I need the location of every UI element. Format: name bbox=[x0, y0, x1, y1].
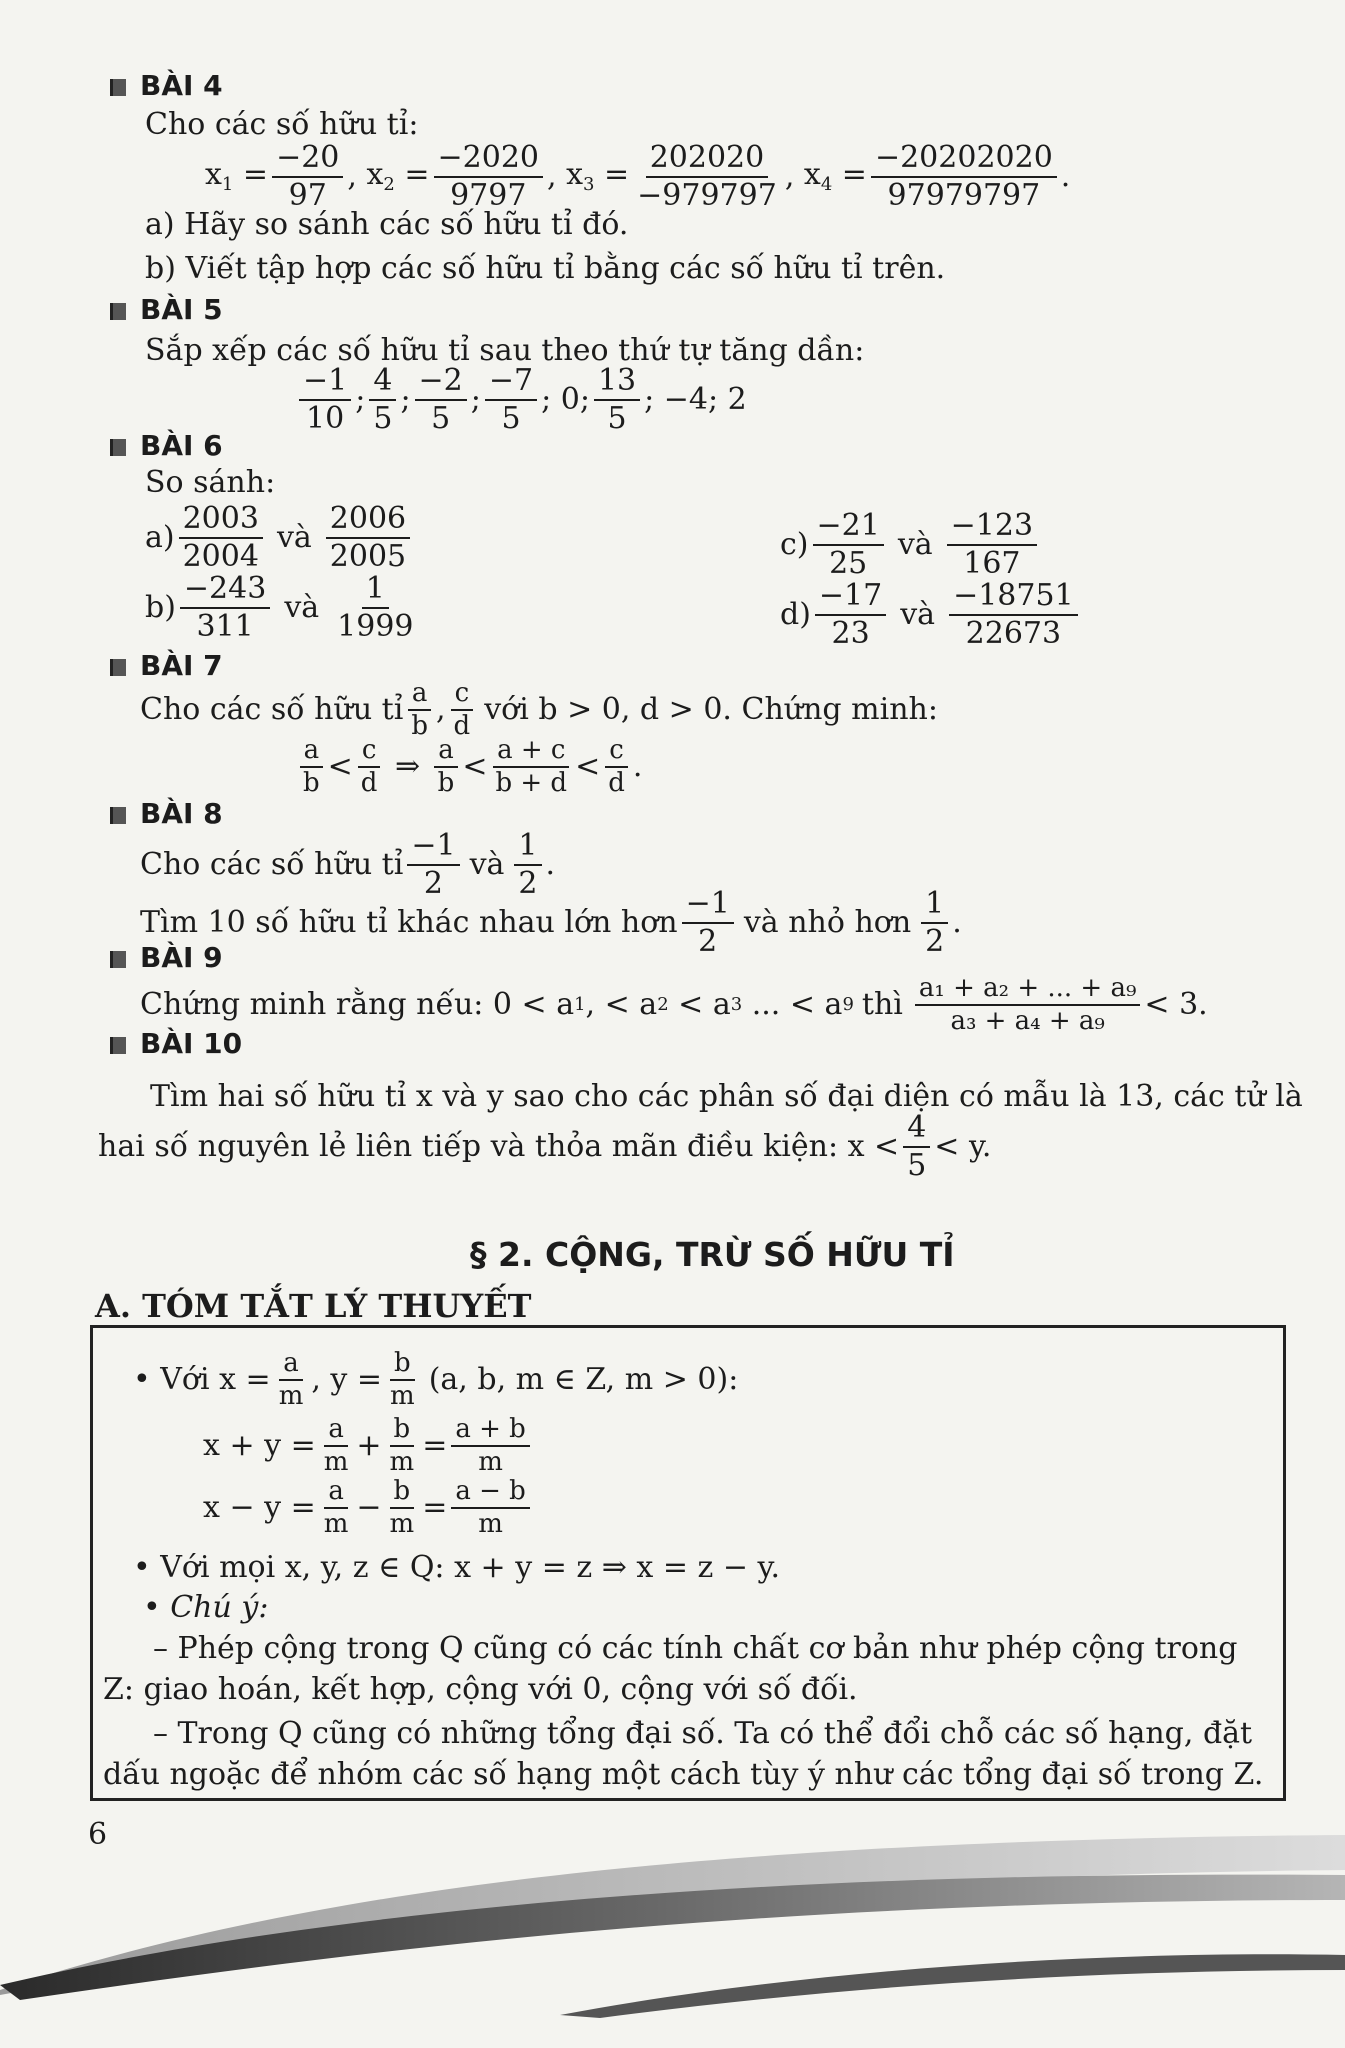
square-bullet-icon bbox=[110, 303, 126, 320]
page-number: 6 bbox=[88, 1817, 108, 1852]
box-sum-frac-result: $\frac{a + b}{m}$ bbox=[451, 1416, 529, 1477]
bai6-c-frac-2: $\frac{-123}{167}$ bbox=[947, 510, 1037, 579]
x3-fraction: $\frac{202020}{-979797}$ bbox=[637, 140, 777, 213]
bai5-frac-2: $\frac{4}{5}$ bbox=[369, 365, 396, 434]
bai10-line1: Tìm hai số hữu tỉ x và y sao cho các phân số đại diện có mẫu là 13, các tử là bbox=[150, 1079, 1303, 1114]
bai8-frac-half: $\frac{1}{2}$ bbox=[514, 830, 541, 899]
theory-box bbox=[90, 1325, 1286, 1801]
bai6-intro: So sánh: bbox=[145, 465, 276, 500]
box-note-para-1: – Phép cộng trong Q cũng có các tính chất cơ bản như phép cộng trong Z: giao hoán, kết hợp, cộng với 0, cộng với số đối. bbox=[103, 1631, 1238, 1708]
x4-label: $x_4$ = bbox=[803, 156, 867, 195]
bai9-fraction: $\frac{\text{a₁ + a₂ + ... + a₉}}{\text{a₃ + a₄ + a₉}}$ bbox=[915, 975, 1141, 1036]
box-sum-frac-a: $\frac{a}{m}$ bbox=[323, 1414, 349, 1478]
bai8-line2-frac-neg-half: $\frac{-1}{2}$ bbox=[682, 888, 734, 957]
bai5-heading bbox=[110, 293, 223, 326]
bai6-item-c: c) $\frac{-21}{25}$ và $\frac{-123}{167}$ bbox=[780, 510, 1041, 579]
bai6-item-d: d) $\frac{-17}{23}$ và $\frac{-18751}{22673}$ bbox=[780, 580, 1082, 649]
bai7-ineq-ab-2: $\frac{a}{b}$ bbox=[434, 737, 459, 798]
bai6-item-b: b) $\frac{-243}{311}$ và $\frac{1}{1999}$ bbox=[145, 573, 422, 642]
bai7-intro-line: Cho các số hữu tỉ $\frac{a}{b}$ , $\frac{c}{d}$ với b > 0, d > 0. Chứng minh: bbox=[140, 678, 938, 742]
bai4-part-a: a) Hãy so sánh các số hữu tỉ đó. bbox=[145, 207, 629, 242]
x2-label: $x_2$ = bbox=[366, 156, 430, 195]
bai6-c-frac-1: $\frac{-21}{25}$ bbox=[813, 510, 884, 579]
bai7-frac-ab: $\frac{a}{b}$ bbox=[407, 680, 432, 741]
bai7-frac-cd: $\frac{c}{d}$ bbox=[450, 680, 475, 741]
bai6-heading bbox=[110, 429, 223, 462]
bai9-statement: Chứng minh rằng nếu: 0 < a 1 , < a 2 < a 3 ... < a 9 thì $\frac{\text{a₁ + a₂ + ... + a₉}}{\text{a₃ + a₄ + a₉}}$ < 3. bbox=[140, 973, 1208, 1037]
bai10-frac: $\frac{4}{5}$ bbox=[903, 1112, 930, 1181]
box-diff-frac-result: $\frac{a - b}{m}$ bbox=[451, 1478, 529, 1539]
bai5-frac-4: $\frac{-7}{5}$ bbox=[485, 365, 537, 434]
square-bullet-icon bbox=[110, 439, 126, 456]
bai6-d-frac-2: $\frac{-18751}{22673}$ bbox=[949, 580, 1078, 649]
bai6-a-frac-2: $\frac{2006}{2005}$ bbox=[326, 503, 410, 572]
bai7-title: BÀI 7 bbox=[140, 649, 223, 682]
bai5-title: BÀI 5 bbox=[140, 293, 223, 326]
bai8-title: BÀI 8 bbox=[140, 797, 223, 830]
box-note-label: • Chú ý: bbox=[143, 1590, 269, 1625]
bai4-heading bbox=[110, 69, 223, 102]
square-bullet-icon bbox=[110, 807, 126, 824]
x1-label: $x_1$ = bbox=[205, 156, 269, 195]
square-bullet-icon bbox=[110, 659, 126, 676]
square-bullet-icon bbox=[110, 1037, 126, 1054]
x4-fraction: $\frac{-20202020}{97979797}$ bbox=[871, 142, 1057, 211]
bai5-frac-3: $\frac{-2}{5}$ bbox=[415, 365, 467, 434]
bai6-item-a: a) $\frac{2003}{2004}$ và $\frac{2006}{2005}$ bbox=[145, 503, 414, 572]
bai5-tail: ; −4; 2 bbox=[644, 381, 747, 417]
bai7-ineq-ab-1: $\frac{a}{b}$ bbox=[299, 737, 324, 798]
bai5-frac-5: $\frac{13}{5}$ bbox=[594, 365, 640, 434]
box-line-implication: • Với mọi x, y, z ∈ Q: x + y = z ⇒ x = z − y. bbox=[133, 1550, 781, 1585]
bai6-d-frac-1: $\frac{-17}{23}$ bbox=[815, 580, 886, 649]
x1-fraction: $\frac{-20}{97}$ bbox=[272, 142, 343, 211]
box-frac-bm: $\frac{b}{m}$ bbox=[390, 1348, 415, 1412]
box-frac-am: $\frac{a}{m}$ bbox=[278, 1348, 304, 1412]
bai7-heading bbox=[110, 649, 223, 682]
bai4-formula: $x_1$ = $\frac{-20}{97}$ , $x_2$ = $\frac{-2020}{9797}$ , $x_3$ = $\frac{202020}{-979797}$ , $x_4$ = $\frac{-20202020}{97979797}$ . bbox=[205, 140, 1071, 213]
bai6-title: BÀI 6 bbox=[140, 429, 223, 462]
footer-swoosh-decoration bbox=[0, 1780, 1345, 2048]
bai10-heading bbox=[110, 1027, 243, 1060]
bai9-heading bbox=[110, 941, 223, 974]
bai5-intro: Sắp xếp các số hữu tỉ sau theo thứ tự tăng dần: bbox=[145, 333, 865, 368]
bai5-frac-1: $\frac{-1}{10}$ bbox=[299, 365, 351, 434]
bai8-line2-frac-half: $\frac{1}{2}$ bbox=[921, 888, 948, 957]
bai8-line1: Cho các số hữu tỉ $\frac{-1}{2}$ và $\frac{1}{2}$ . bbox=[140, 828, 556, 901]
bai5-zero: ; 0; bbox=[541, 381, 590, 417]
bai4-title: BÀI 4 bbox=[140, 69, 223, 102]
bai4-intro: Cho các số hữu tỉ: bbox=[145, 107, 419, 142]
box-diff-frac-b: $\frac{b}{m}$ bbox=[389, 1476, 415, 1540]
bai8-frac-neg-half: $\frac{-1}{2}$ bbox=[407, 830, 459, 899]
box-diff-formula: x − y = $\frac{a}{m}$ − $\frac{b}{m}$ = $\frac{a - b}{m}$ bbox=[203, 1478, 534, 1539]
square-bullet-icon bbox=[110, 951, 126, 968]
bai6-a-frac-1: $\frac{2003}{2004}$ bbox=[179, 503, 263, 572]
box-note-para-2: – Trong Q cũng có những tổng đại số. Ta có thể đổi chỗ các số hạng, đặt dấu ngoặc để nhóm các số hạng một cách tùy ý như các tổng đại số trong Z. bbox=[103, 1716, 1264, 1793]
x3-label: $x_3$ = bbox=[566, 156, 630, 195]
bai9-title: BÀI 9 bbox=[140, 941, 223, 974]
section-subtitle: A. TÓM TẮT LÝ THUYẾT bbox=[95, 1287, 532, 1325]
section-title: § 2. CỘNG, TRỪ SỐ HỮU TỈ bbox=[470, 1235, 955, 1274]
square-bullet-icon bbox=[110, 79, 126, 96]
bai5-list: $\frac{-1}{10}$ ; $\frac{4}{5}$ ; $\frac{-2}{5}$ ; $\frac{-7}{5}$ ; 0; $\frac{13}{5}$ ; −4; 2 bbox=[295, 365, 747, 434]
box-sum-formula: x + y = $\frac{a}{m}$ + $\frac{b}{m}$ = $\frac{a + b}{m}$ bbox=[203, 1416, 534, 1477]
bai6-b-frac-1: $\frac{-243}{311}$ bbox=[180, 573, 270, 642]
bai7-ineq-mediant: $\frac{a + c}{b + d}$ bbox=[491, 737, 571, 798]
box-line-def: • Với x = $\frac{a}{m}$ , y = $\frac{b}{m}$ (a, b, m ∈ Z, m > 0): bbox=[133, 1348, 739, 1412]
bai8-heading bbox=[110, 797, 223, 830]
bai7-ineq-cd-2: $\frac{c}{d}$ bbox=[604, 737, 629, 798]
bai4-part-b: b) Viết tập hợp các số hữu tỉ bằng các số hữu tỉ trên. bbox=[145, 251, 946, 286]
box-sum-frac-b: $\frac{b}{m}$ bbox=[389, 1414, 415, 1478]
bai6-b-frac-2: $\frac{1}{1999}$ bbox=[337, 571, 414, 644]
bai10-line2: hai số nguyên lẻ liên tiếp và thỏa mãn điều kiện: x < $\frac{4}{5}$ < y. bbox=[98, 1110, 992, 1183]
bai7-inequality: $\frac{a}{b}$ < $\frac{c}{d}$ ⇒ $\frac{a}{b}$ < $\frac{a + c}{b + d}$ < $\frac{c}{d}$ . bbox=[295, 737, 642, 798]
bai8-line2: Tìm 10 số hữu tỉ khác nhau lớn hơn $\frac{-1}{2}$ và nhỏ hơn $\frac{1}{2}$ . bbox=[140, 886, 962, 959]
box-diff-frac-a: $\frac{a}{m}$ bbox=[323, 1476, 349, 1540]
bai10-title: BÀI 10 bbox=[140, 1027, 243, 1060]
bai7-ineq-cd-1: $\frac{c}{d}$ bbox=[357, 737, 382, 798]
x2-fraction: $\frac{-2020}{9797}$ bbox=[434, 142, 543, 211]
